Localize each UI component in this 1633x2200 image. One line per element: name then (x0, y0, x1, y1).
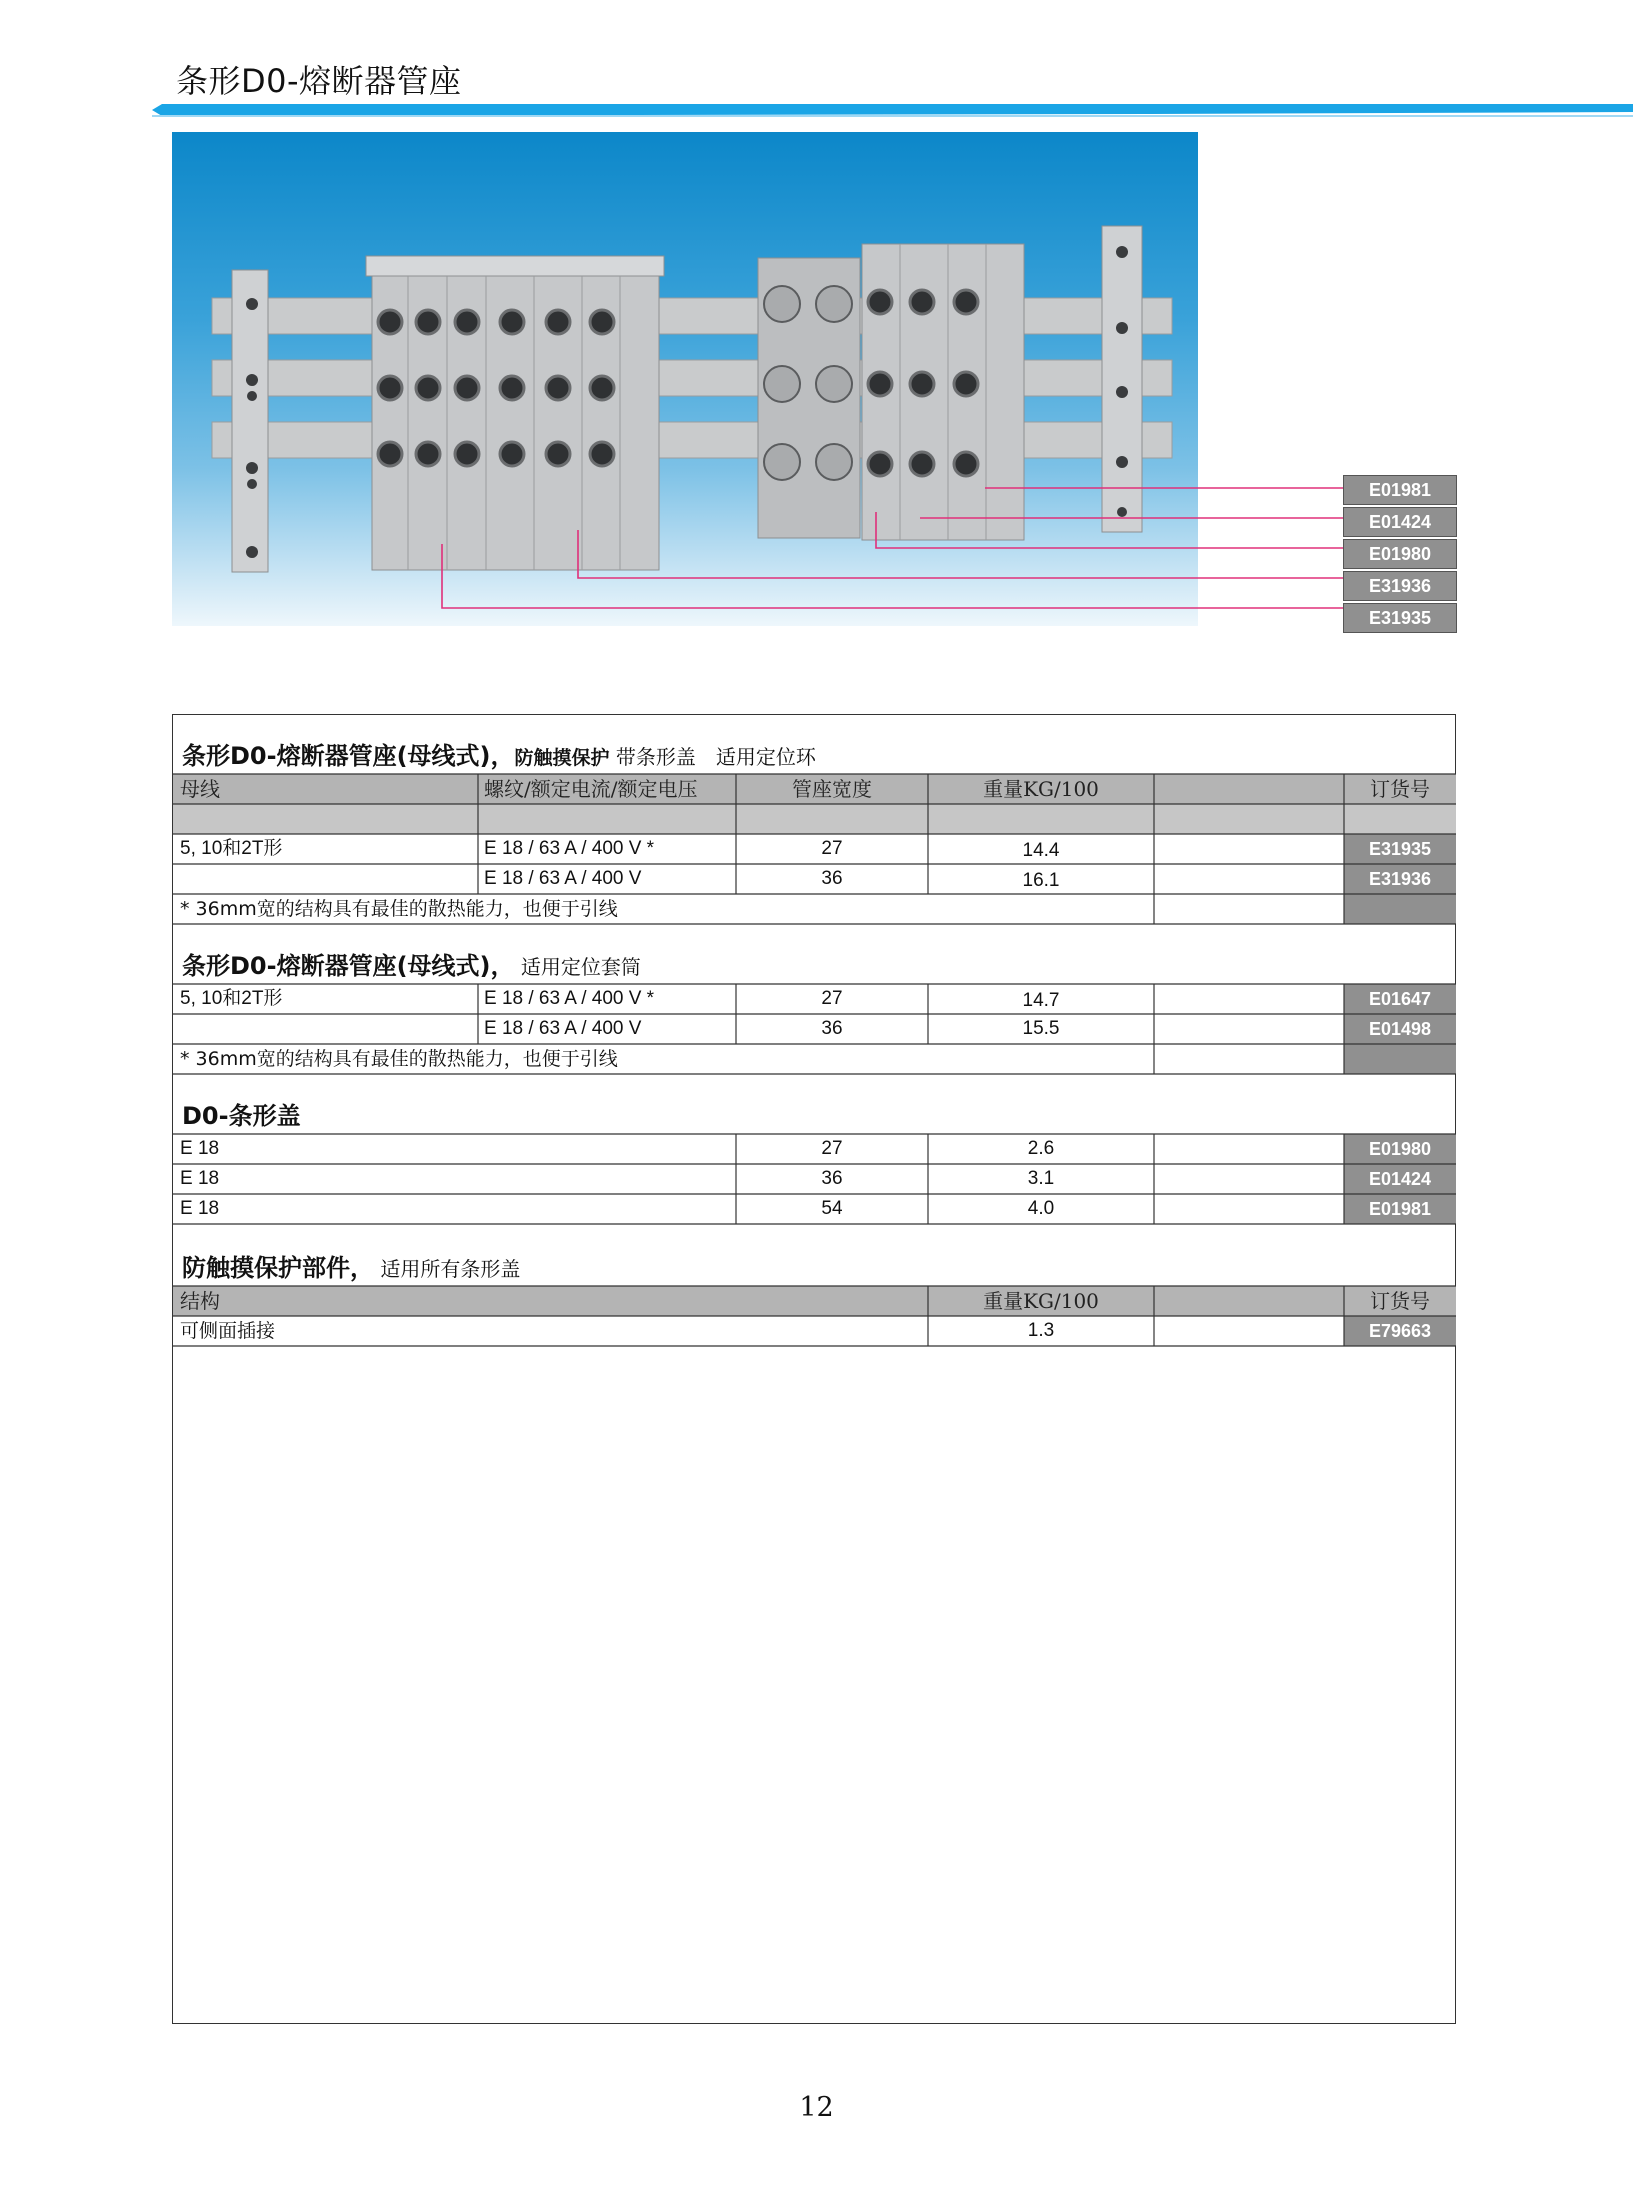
table-cell-thread: E 18 / 63 A / 400 V (484, 868, 642, 889)
table-cell-width: 54 (821, 1198, 843, 1219)
section4-note: 适用所有条形盖 (374, 1257, 521, 1281)
order-number-badge: E01980 (1368, 1139, 1432, 1159)
order-number-badge: E01498 (1368, 1019, 1432, 1039)
header-weight: 重量KG/100 (983, 777, 1099, 801)
table-cell-width: 36 (821, 1018, 843, 1039)
table-cell-weight: 4.0 (1027, 1198, 1055, 1219)
page-title: 条形D0-熔断器管座 (176, 62, 462, 100)
table-cell-busbar: 5, 10和2T形 (180, 838, 283, 859)
section2-heading (182, 946, 641, 981)
section4-title: 防触摸保护部件， (182, 1254, 374, 1282)
section4-heading (182, 1248, 520, 1283)
section3-heading (182, 1096, 301, 1131)
callout-code-tag: E31936 (1343, 571, 1457, 601)
table-cell-weight: 15.5 (1022, 1018, 1060, 1039)
header-order: 订货号 (1370, 1289, 1430, 1313)
table-cell-weight: 1.3 (1027, 1320, 1055, 1341)
table-cell-width: 27 (821, 838, 843, 859)
callout-code-tag: E01981 (1343, 475, 1457, 505)
header-order: 订货号 (1370, 777, 1430, 801)
order-number-badge: E79663 (1368, 1321, 1432, 1341)
callout-code-tag: E31935 (1343, 603, 1457, 633)
table-cell-width: 27 (821, 988, 843, 1009)
table-cell-width: 27 (821, 1138, 843, 1159)
table-cell-thread: E 18 (180, 1198, 220, 1219)
section3-title: D0-条形盖 (182, 1102, 301, 1130)
order-number-badge: E01981 (1368, 1199, 1432, 1219)
header-thread: 螺纹/额定电流/额定电压 (484, 777, 698, 801)
table-cell-weight: 14.4 (1022, 840, 1060, 861)
order-number-badge: E01424 (1368, 1169, 1432, 1189)
page-number: 12 (799, 2092, 834, 2123)
section1-footnote: * 36mm宽的结构具有最佳的散热能力，也便于引线 (180, 898, 618, 920)
order-number-badge: E31936 (1368, 869, 1432, 889)
callout-code-tag: E01424 (1343, 507, 1457, 537)
table-cell-thread: E 18 / 63 A / 400 V (484, 1018, 642, 1039)
table-cell-weight: 2.6 (1027, 1138, 1055, 1159)
table-cell-width: 36 (821, 868, 843, 889)
table-cell-weight: 3.1 (1027, 1168, 1055, 1189)
order-number-badge: E31935 (1368, 839, 1432, 859)
section2-note: 适用定位套筒 (514, 955, 641, 979)
section1-note: 带条形盖 适用定位环 (609, 745, 816, 769)
header-weight: 重量KG/100 (983, 1289, 1099, 1313)
table-cell-busbar: 5, 10和2T形 (180, 988, 283, 1009)
header-structure: 结构 (180, 1289, 220, 1313)
table-cell-structure: 可侧面插接 (180, 1320, 276, 1342)
table-cell-weight: 14.7 (1022, 990, 1060, 1011)
table-cell-weight: 16.1 (1022, 870, 1060, 891)
section2-footnote: * 36mm宽的结构具有最佳的散热能力，也便于引线 (180, 1048, 618, 1070)
section1-heading (182, 736, 816, 771)
order-number-badge: E01647 (1368, 989, 1432, 1009)
table-cell-thread: E 18 (180, 1168, 220, 1189)
header-width: 管座宽度 (792, 777, 872, 801)
table-cell-thread: E 18 (180, 1138, 220, 1159)
section1-tag: 防触摸保护 (514, 747, 610, 769)
section2-title: 条形D0-熔断器管座(母线式)， (182, 952, 515, 980)
section1-title: 条形D0-熔断器管座(母线式)， (182, 742, 515, 770)
table-cell-width: 36 (821, 1168, 843, 1189)
header-busbar: 母线 (180, 777, 220, 801)
table-cell-thread: E 18 / 63 A / 400 V * (484, 988, 655, 1009)
table-cell-thread: E 18 / 63 A / 400 V * (484, 838, 655, 859)
callout-code-tag: E01980 (1343, 539, 1457, 569)
